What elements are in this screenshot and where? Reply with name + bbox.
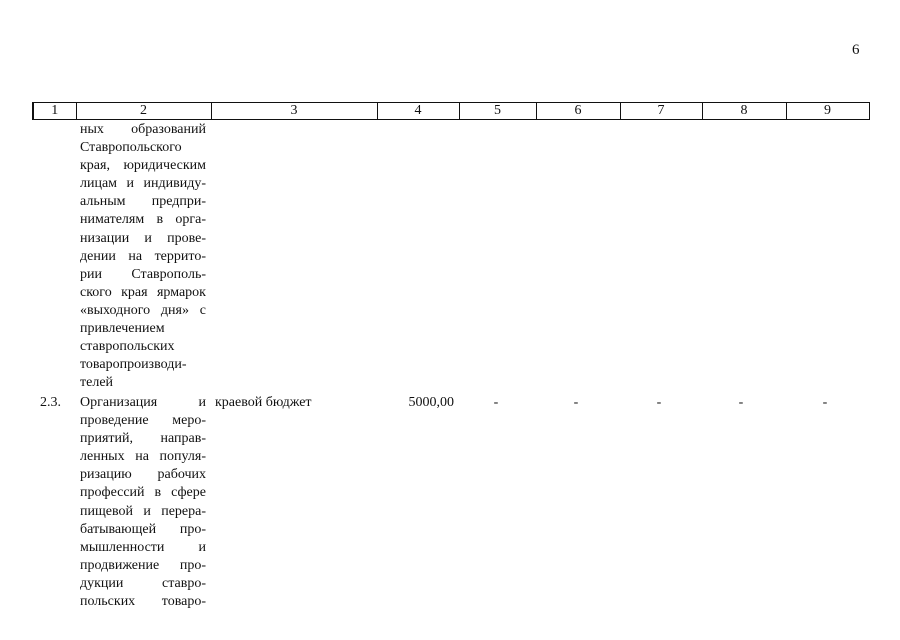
funding-source: краевой бюджет bbox=[215, 395, 312, 410]
description-line: проведение меро- bbox=[80, 413, 206, 429]
description-line: альным предпри- bbox=[80, 194, 206, 210]
value-col-7: - bbox=[656, 395, 662, 410]
value-col-5: - bbox=[493, 395, 499, 410]
description-line: ных образований bbox=[80, 122, 206, 137]
continuation-description bbox=[80, 121, 206, 392]
column-header-5: 5 bbox=[459, 103, 536, 120]
description-line: батывающей про- bbox=[80, 521, 206, 537]
description-line: дении на террито- bbox=[80, 248, 206, 264]
description-line: польских товаро- bbox=[80, 594, 206, 610]
value-col-8: - bbox=[738, 395, 744, 410]
description-line: «выходного дня» с bbox=[80, 302, 206, 318]
column-header-6: 6 bbox=[536, 103, 620, 120]
description-line: продвижение про- bbox=[80, 557, 206, 573]
description-line: Ставропольского bbox=[80, 140, 182, 156]
description-line: ленных на популя- bbox=[80, 449, 206, 465]
description-line: лицам и индивиду- bbox=[80, 176, 206, 192]
description-line: ставропольских bbox=[80, 339, 175, 355]
column-header-row bbox=[32, 102, 870, 120]
description-line: привлечением bbox=[80, 321, 165, 337]
description-line: рии Ставрополь- bbox=[80, 266, 206, 282]
page-number: 6 bbox=[852, 42, 860, 58]
row-number: 2.3. bbox=[40, 395, 61, 410]
column-header-4: 4 bbox=[377, 103, 459, 120]
value-col-4: 5000,00 bbox=[408, 395, 454, 410]
column-header-8: 8 bbox=[702, 103, 786, 120]
description-line: края, юридическим bbox=[80, 158, 206, 174]
description-line: профессий в сфере bbox=[80, 485, 206, 501]
description-line: Организация и bbox=[80, 395, 206, 410]
description-line: ризацию рабочих bbox=[80, 467, 206, 483]
description-line: товаропроизводи- bbox=[80, 357, 187, 373]
description-line: нимателям в орга- bbox=[80, 212, 206, 228]
column-header-1: 1 bbox=[33, 103, 76, 120]
description-line: пищевой и перера- bbox=[80, 503, 206, 519]
description-line: низации и прове- bbox=[80, 230, 206, 246]
description-line: приятий, направ- bbox=[80, 431, 206, 447]
description-line: дукции ставро- bbox=[80, 575, 206, 591]
column-header-2: 2 bbox=[76, 103, 211, 120]
value-col-9: - bbox=[822, 395, 828, 410]
description-line: мышленности и bbox=[80, 539, 206, 555]
row-description bbox=[80, 394, 206, 611]
description-line: телей bbox=[80, 375, 114, 391]
description-line: ского края ярмарок bbox=[80, 284, 206, 300]
column-header-3: 3 bbox=[211, 103, 377, 120]
value-col-6: - bbox=[573, 395, 579, 410]
column-header-9: 9 bbox=[786, 103, 869, 120]
column-header-7: 7 bbox=[620, 103, 702, 120]
